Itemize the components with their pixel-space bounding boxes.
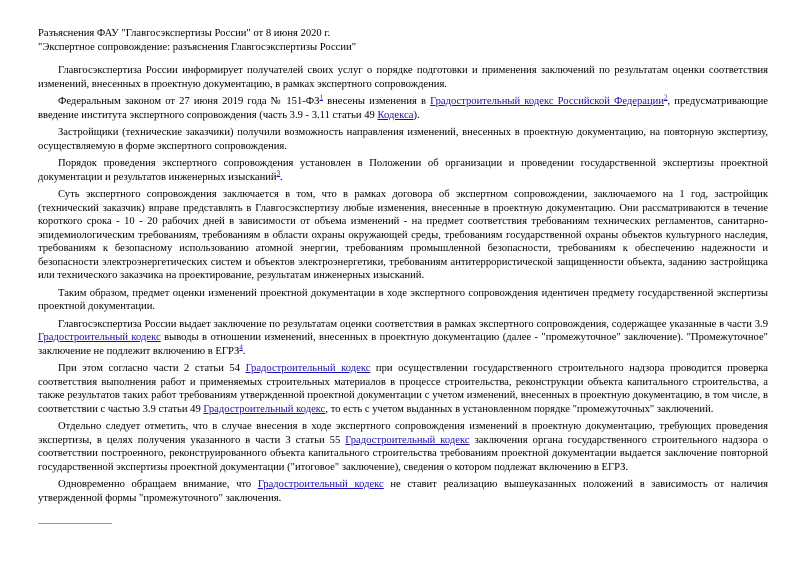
grad-code-link[interactable]: Градостроительный кодекс (245, 363, 371, 374)
paragraph-2 (38, 95, 768, 122)
grad-code-link[interactable]: Градостроительный кодекс (203, 403, 326, 415)
paragraph-10 (38, 478, 768, 505)
paragraph-text: , то есть с учетом выданных в установленном порядке "промежуточных" заключений. (325, 403, 714, 415)
paragraph-text: выводы в отношении изменений, внесенных в проектную документацию (далее - "промежуточное" заключение). "Промежуточное" заключение не подлежит включению в ЕГРЗ (38, 332, 769, 357)
paragraph-5: Суть экспертного сопровождения заключается в том, что в рамках договора об экспертном сопровождении, заключаемого на 1 год, застройщик (технический заказчик) вправе представлять в Главгосэкспертизу любые изменения, внесенные в проектную документацию. Они рассматриваются в течение короткого срока - 10 - 20 рабочих дней в зависимости от объема изменений - на предмет соответствия требованиям технических регламентов, санитарно-эпидемиологическим требованиям, требованиям в области охраны окружающей среды, требованиям государственной охраны объектов культурного наследия, требованиям к безопасному использованию атомной энергии, требованиям промышленной безопасности, требованиям к обеспечению надежности и безопасности электроэнергетических систем и объектов электроэнергетики, требованиям антитеррористической защищенности объекта, заданию застройщика или технического заказчика на проектирование, результатам инженерных изысканий. (38, 189, 768, 281)
paragraph-text: , предусматривающие введение института экспертного сопровождения (часть 3.9 - 3.11 статьи 49 (38, 96, 769, 121)
document-header (38, 27, 768, 54)
paragraph-text: не ставит реализацию вышеуказанных положений в зависимость от наличия утвержденной формы "промежуточного" заключения. (38, 479, 768, 504)
paragraph-4 (38, 157, 768, 184)
paragraph-text: . (242, 345, 246, 357)
kodeks-link[interactable]: Кодекса (377, 109, 414, 121)
paragraph-text: заключения органа государственного строительного надзора о соответствии построенного, реконструированного объекта капитального строительства требованиям проектной документации выдается заключение повторной государственной экспертизы проектной документации ("итоговое" заключение), сведения о котором подлежат включению в ЕГРЗ. (38, 434, 769, 473)
document-page (38, 27, 768, 509)
document-subtitle: "Экспертное сопровождение: разъяснения Главгосэкспертизы России" (38, 41, 357, 53)
grad-code-rf-link[interactable]: Градостроительный кодекс Российской Федерации (430, 96, 665, 107)
paragraph-text: Федеральным законом от 27 июня 2019 года № 151-ФЗ (58, 96, 320, 107)
paragraph-text: при осуществлении государственного строительного надзора проводится проверка соответствия выполнения работ и применяемых строительных материалов в процессе строительства, реконструкции объекта капитального строительства, а также результатов таких работ требованиям утвержденной проектной документации с учетом изменений, внесенных в проектную документацию, в том числе, в соответствии с частью 3.9 статьи 49 (38, 363, 768, 415)
paragraph-text: Одновременно обращаем внимание, что (58, 479, 258, 490)
grad-code-link[interactable]: Градостроительный кодекс (257, 479, 384, 490)
paragraph-7 (38, 318, 768, 359)
paragraph-text: внесены изменения в (322, 96, 431, 107)
paragraph-9 (38, 420, 768, 474)
paragraph-text: Отдельно следует отметить, что в случае внесения в ходе экспертного сопровождения изменений в проектную документацию, требующих проведения экспертизы, в целях получения указанного в части 3 статьи 55 (38, 421, 768, 446)
paragraph-6: Таким образом, предмет оценки изменений проектной документации в ходе экспертного сопровождения идентичен предмету государственной экспертизы проектной документации. (38, 287, 768, 312)
grad-code-link[interactable]: Градостроительный кодекс (345, 434, 470, 446)
paragraph-text: . (280, 171, 283, 183)
paragraph-8 (38, 362, 768, 416)
paragraph-text: Порядок проведения экспертного сопровождения установлен в Положении об организации и проведении государственной экспертизы проектной документации и результатов инженерных изысканий (38, 158, 768, 183)
footnote-ref-3[interactable]: 3 (276, 168, 281, 177)
paragraph-1: Главгосэкспертиза России информирует получателей своих услуг о порядке подготовки и применения заключений по результатам оценки соответствия изменений, внесенных в проектную документацию, в рамках экспертного сопровождения. (38, 65, 768, 90)
grad-code-link[interactable]: Градостроительный кодекс (38, 332, 161, 343)
footnote-separator (38, 523, 112, 524)
document-title: Разъяснения ФАУ "Главгосэкспертизы России" от 8 июня 2020 г. (38, 28, 331, 39)
footnote-ref-2[interactable]: 2 (664, 93, 668, 102)
paragraph-text: Главгосэкспертиза России выдает заключение по результатам оценки соответствия в рамках экспертного сопровождения, содержащее указанные в части 3.9 (58, 318, 768, 330)
footnote-ref-1[interactable]: 1 (319, 93, 323, 102)
paragraph-text: ). (413, 109, 420, 121)
paragraph-text: При этом согласно части 2 статьи 54 (58, 363, 246, 374)
footnote-ref-4[interactable]: 4 (239, 342, 243, 351)
paragraph-3: Застройщики (технические заказчики) получили возможность направления изменений, внесенных в проектную документацию, на повторную экспертизу, осуществляемую в форме экспертного сопровождения. (38, 127, 768, 152)
